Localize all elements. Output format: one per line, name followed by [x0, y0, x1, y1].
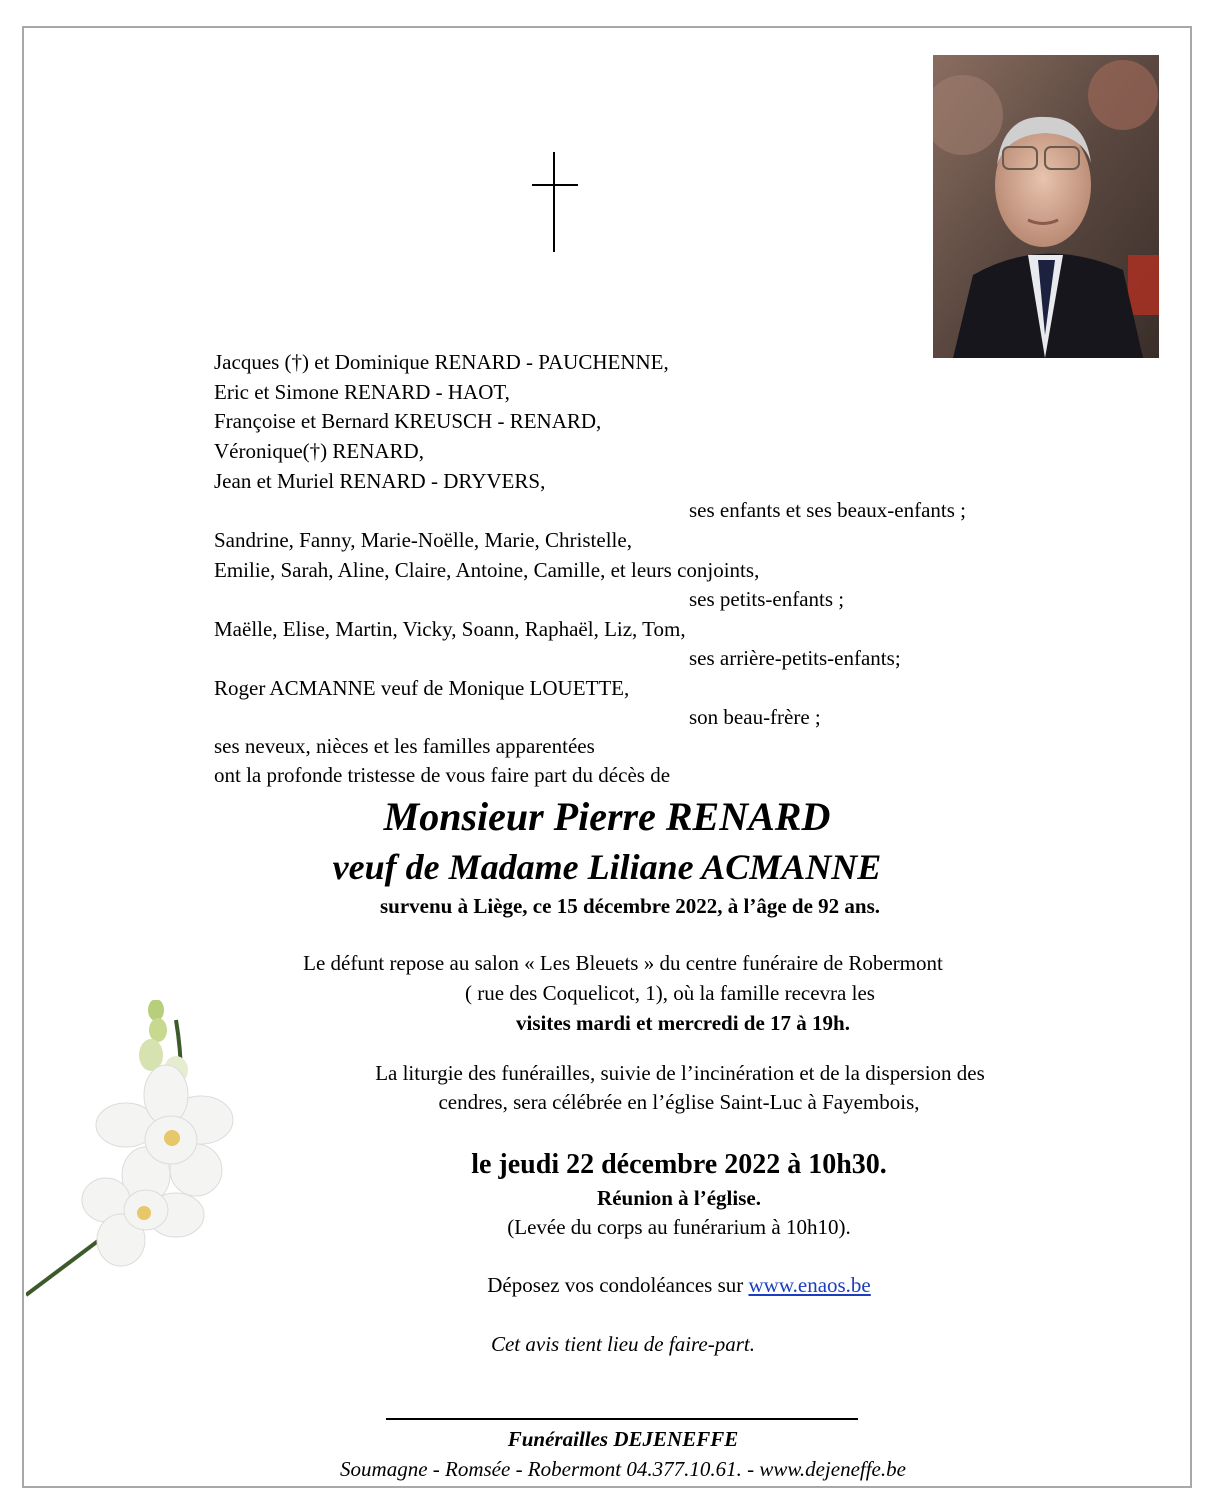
relation-label: ses arrière-petits-enfants; — [689, 646, 901, 670]
family-line: Maëlle, Elise, Martin, Vicky, Soann, Raphaël, Liz, Tom, — [214, 617, 686, 641]
family-line: Eric et Simone RENARD - HAOT, — [214, 380, 510, 404]
family-line: Véronique(†) RENARD, — [214, 439, 424, 463]
service-line: La liturgie des funérailles, suivie de l’incinération et de la dispersion des — [375, 1061, 985, 1085]
family-line: Jean et Muriel RENARD - DRYVERS, — [214, 469, 546, 493]
levee-info: (Levée du corps au funérarium à 10h10). — [507, 1215, 851, 1239]
portrait-photo — [933, 55, 1159, 358]
funeral-contact: Soumagne - Romsée - Robermont 04.377.10.61. - www.dejeneffe.be — [340, 1457, 906, 1481]
service-meeting: Réunion à l’église. — [597, 1186, 761, 1210]
cross-icon — [532, 152, 578, 252]
deceased-name: Monsieur Pierre RENARD — [383, 794, 831, 839]
footer-divider — [386, 1418, 858, 1420]
orchid-image — [26, 1000, 286, 1300]
relation-label: son beau-frère ; — [689, 705, 821, 729]
condolences-link[interactable]: www.enaos.be — [748, 1273, 871, 1297]
relation-label: ses enfants et ses beaux-enfants ; — [689, 498, 966, 522]
service-line: cendres, sera célébrée en l’église Saint-Luc à Fayembois, — [438, 1090, 920, 1114]
family-line: Françoise et Bernard KREUSCH - RENARD, — [214, 409, 602, 433]
family-line: Emilie, Sarah, Aline, Claire, Antoine, Camille, et leurs conjoints, — [214, 558, 760, 582]
condolences-text: Déposez vos condoléances sur — [487, 1273, 749, 1297]
family-line: ont la profonde tristesse de vous faire part du décès de — [214, 763, 671, 787]
relation-label: ses petits-enfants ; — [689, 587, 845, 611]
family-line: ses neveux, nièces et les familles apparentées — [214, 734, 595, 758]
family-line: Sandrine, Fanny, Marie-Noëlle, Marie, Christelle, — [214, 528, 632, 552]
family-line: Roger ACMANNE veuf de Monique LOUETTE, — [214, 676, 630, 700]
visitation-line: Le défunt repose au salon « Les Bleuets » du centre funéraire de Robermont — [303, 951, 943, 975]
service-date: le jeudi 22 décembre 2022 à 10h30. — [471, 1149, 887, 1180]
deceased-spouse: veuf de Madame Liliane ACMANNE — [332, 847, 882, 887]
deceased-details: survenu à Liège, ce 15 décembre 2022, à l’âge de 92 ans. — [379, 894, 881, 918]
visitation-hours: visites mardi et mercredi de 17 à 19h. — [515, 1011, 850, 1035]
notice-text: Cet avis tient lieu de faire-part. — [490, 1332, 755, 1356]
visitation-line: ( rue des Coquelicot, 1), où la famille recevra les — [465, 981, 875, 1005]
funeral-company: Funérailles DEJENEFFE — [507, 1427, 739, 1451]
family-line: Jacques (†) et Dominique RENARD - PAUCHENNE, — [214, 350, 669, 374]
